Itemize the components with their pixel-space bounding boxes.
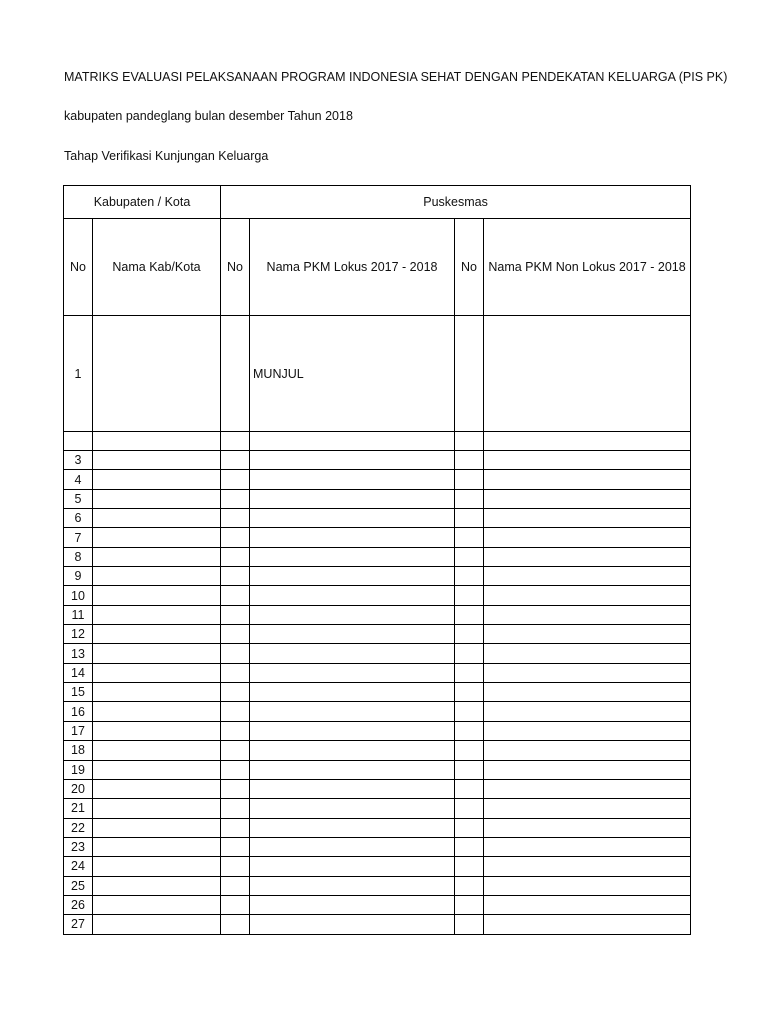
cell-no-non-lokus <box>455 432 484 451</box>
cell-no: 4 <box>64 470 93 489</box>
cell-nama-pkm-non-lokus <box>484 509 691 528</box>
cell-nama-pkm-lokus <box>250 683 455 702</box>
cell-no-non-lokus <box>455 721 484 740</box>
cell-nama-kab-kota <box>93 605 221 624</box>
table-row <box>64 721 691 740</box>
cell-nama-pkm-lokus <box>250 605 455 624</box>
cell-nama-pkm-lokus <box>250 741 455 760</box>
cell-no-non-lokus <box>455 915 484 934</box>
cell-no-non-lokus <box>455 818 484 837</box>
header-puskesmas: Puskesmas <box>221 186 691 219</box>
cell-nama-pkm-non-lokus <box>484 605 691 624</box>
cell-no: 14 <box>64 663 93 682</box>
table-row <box>64 683 691 702</box>
evaluation-matrix-table <box>63 185 691 935</box>
cell-nama-pkm-lokus: MUNJUL <box>250 316 455 432</box>
cell-no: 12 <box>64 625 93 644</box>
document-title: MATRIKS EVALUASI PELAKSANAAN PROGRAM INDONESIA SEHAT DENGAN PENDEKATAN KELUARGA (PIS PK) <box>64 70 728 84</box>
cell-nama-pkm-non-lokus <box>484 837 691 856</box>
cell-no-non-lokus <box>455 702 484 721</box>
cell-nama-kab-kota <box>93 683 221 702</box>
cell-nama-pkm-lokus <box>250 779 455 798</box>
cell-nama-pkm-lokus <box>250 799 455 818</box>
cell-no-lokus <box>221 683 250 702</box>
cell-no: 16 <box>64 702 93 721</box>
header-no: No <box>64 219 93 316</box>
table-row <box>64 818 691 837</box>
cell-no-lokus <box>221 316 250 432</box>
cell-nama-pkm-non-lokus <box>484 489 691 508</box>
cell-nama-kab-kota <box>93 432 221 451</box>
cell-no: 24 <box>64 857 93 876</box>
cell-nama-pkm-lokus <box>250 528 455 547</box>
cell-nama-pkm-lokus <box>250 721 455 740</box>
table-row <box>64 547 691 566</box>
cell-nama-kab-kota <box>93 837 221 856</box>
cell-nama-pkm-lokus <box>250 509 455 528</box>
cell-nama-pkm-non-lokus <box>484 818 691 837</box>
cell-no-lokus <box>221 818 250 837</box>
cell-no-lokus <box>221 567 250 586</box>
header-nama-pkm-non-lokus: Nama PKM Non Lokus 2017 - 2018 <box>484 219 691 316</box>
table-row <box>64 779 691 798</box>
cell-no-non-lokus <box>455 799 484 818</box>
cell-nama-pkm-lokus <box>250 625 455 644</box>
table-row <box>64 567 691 586</box>
cell-nama-kab-kota <box>93 799 221 818</box>
column-header-row <box>64 219 691 316</box>
cell-nama-kab-kota <box>93 818 221 837</box>
cell-no: 7 <box>64 528 93 547</box>
cell-nama-pkm-non-lokus <box>484 663 691 682</box>
table-row <box>64 799 691 818</box>
header-kabupaten-kota: Kabupaten / Kota <box>64 186 221 219</box>
cell-nama-pkm-non-lokus <box>484 316 691 432</box>
cell-no-lokus <box>221 663 250 682</box>
cell-no: 26 <box>64 895 93 914</box>
cell-no-non-lokus <box>455 857 484 876</box>
cell-no-non-lokus <box>455 625 484 644</box>
cell-no: 21 <box>64 799 93 818</box>
cell-no-lokus <box>221 432 250 451</box>
header-no-non-lokus: No <box>455 219 484 316</box>
cell-nama-kab-kota <box>93 721 221 740</box>
cell-nama-pkm-lokus <box>250 489 455 508</box>
table-row <box>64 702 691 721</box>
table-row <box>64 470 691 489</box>
cell-nama-kab-kota <box>93 567 221 586</box>
cell-no-non-lokus <box>455 509 484 528</box>
cell-no-lokus <box>221 625 250 644</box>
cell-nama-kab-kota <box>93 316 221 432</box>
cell-no: 5 <box>64 489 93 508</box>
cell-no-lokus <box>221 644 250 663</box>
cell-no: 23 <box>64 837 93 856</box>
cell-no: 15 <box>64 683 93 702</box>
cell-nama-pkm-lokus <box>250 451 455 470</box>
cell-no-lokus <box>221 586 250 605</box>
cell-nama-kab-kota <box>93 489 221 508</box>
cell-nama-pkm-non-lokus <box>484 702 691 721</box>
cell-nama-pkm-lokus <box>250 432 455 451</box>
cell-no-lokus <box>221 605 250 624</box>
cell-no-non-lokus <box>455 876 484 895</box>
cell-nama-pkm-lokus <box>250 470 455 489</box>
cell-nama-pkm-non-lokus <box>484 432 691 451</box>
cell-no: 17 <box>64 721 93 740</box>
cell-nama-kab-kota <box>93 779 221 798</box>
table-row <box>64 876 691 895</box>
cell-no-lokus <box>221 837 250 856</box>
cell-no: 10 <box>64 586 93 605</box>
cell-no-non-lokus <box>455 489 484 508</box>
cell-nama-pkm-non-lokus <box>484 547 691 566</box>
cell-no-lokus <box>221 470 250 489</box>
cell-no-non-lokus <box>455 741 484 760</box>
table-row <box>64 509 691 528</box>
cell-no-non-lokus <box>455 779 484 798</box>
cell-no: 19 <box>64 760 93 779</box>
cell-nama-kab-kota <box>93 528 221 547</box>
cell-no-lokus <box>221 760 250 779</box>
cell-no-lokus <box>221 857 250 876</box>
table-row <box>64 451 691 470</box>
cell-no: 25 <box>64 876 93 895</box>
cell-nama-kab-kota <box>93 895 221 914</box>
document-subtitle: kabupaten pandeglang bulan desember Tahun 2018 <box>64 109 353 123</box>
cell-no-non-lokus <box>455 567 484 586</box>
cell-nama-pkm-non-lokus <box>484 760 691 779</box>
cell-nama-pkm-non-lokus <box>484 721 691 740</box>
cell-nama-pkm-non-lokus <box>484 876 691 895</box>
cell-no: 27 <box>64 915 93 934</box>
table-row <box>64 760 691 779</box>
cell-no-non-lokus <box>455 586 484 605</box>
cell-nama-kab-kota <box>93 547 221 566</box>
cell-nama-kab-kota <box>93 857 221 876</box>
cell-nama-pkm-non-lokus <box>484 451 691 470</box>
cell-no: 20 <box>64 779 93 798</box>
cell-no-lokus <box>221 876 250 895</box>
cell-nama-kab-kota <box>93 451 221 470</box>
cell-no: 9 <box>64 567 93 586</box>
cell-no: 18 <box>64 741 93 760</box>
cell-no-lokus <box>221 547 250 566</box>
header-no-lokus: No <box>221 219 250 316</box>
cell-nama-kab-kota <box>93 702 221 721</box>
cell-no-lokus <box>221 799 250 818</box>
document-stage: Tahap Verifikasi Kunjungan Keluarga <box>64 149 269 163</box>
cell-nama-pkm-non-lokus <box>484 779 691 798</box>
cell-nama-kab-kota <box>93 625 221 644</box>
cell-nama-pkm-lokus <box>250 837 455 856</box>
cell-no-non-lokus <box>455 528 484 547</box>
cell-no-non-lokus <box>455 760 484 779</box>
table-row <box>64 586 691 605</box>
table-row <box>64 741 691 760</box>
table-row <box>64 489 691 508</box>
cell-nama-pkm-non-lokus <box>484 799 691 818</box>
cell-nama-kab-kota <box>93 663 221 682</box>
cell-no-non-lokus <box>455 663 484 682</box>
cell-nama-kab-kota <box>93 760 221 779</box>
cell-nama-pkm-lokus <box>250 915 455 934</box>
header-nama-kab-kota: Nama Kab/Kota <box>93 219 221 316</box>
table-row <box>64 857 691 876</box>
cell-nama-pkm-lokus <box>250 663 455 682</box>
table-row <box>64 837 691 856</box>
table-row <box>64 528 691 547</box>
cell-no-non-lokus <box>455 451 484 470</box>
cell-nama-pkm-non-lokus <box>484 625 691 644</box>
cell-nama-kab-kota <box>93 915 221 934</box>
table-row <box>64 605 691 624</box>
table-row <box>64 625 691 644</box>
cell-nama-pkm-non-lokus <box>484 528 691 547</box>
cell-no-non-lokus <box>455 895 484 914</box>
cell-nama-pkm-lokus <box>250 895 455 914</box>
cell-nama-pkm-non-lokus <box>484 741 691 760</box>
cell-no <box>64 432 93 451</box>
cell-no: 1 <box>64 316 93 432</box>
cell-no-non-lokus <box>455 837 484 856</box>
cell-no: 13 <box>64 644 93 663</box>
cell-nama-pkm-lokus <box>250 702 455 721</box>
table-row <box>64 644 691 663</box>
cell-nama-pkm-lokus <box>250 876 455 895</box>
cell-nama-pkm-non-lokus <box>484 683 691 702</box>
cell-no-lokus <box>221 895 250 914</box>
cell-no: 8 <box>64 547 93 566</box>
cell-nama-pkm-non-lokus <box>484 857 691 876</box>
cell-no-lokus <box>221 489 250 508</box>
cell-no-lokus <box>221 779 250 798</box>
cell-no-non-lokus <box>455 316 484 432</box>
cell-no-non-lokus <box>455 470 484 489</box>
cell-nama-pkm-lokus <box>250 547 455 566</box>
cell-no-non-lokus <box>455 644 484 663</box>
table-row-blank <box>64 432 691 451</box>
cell-nama-kab-kota <box>93 876 221 895</box>
cell-no-lokus <box>221 528 250 547</box>
cell-nama-pkm-non-lokus <box>484 470 691 489</box>
cell-no-lokus <box>221 721 250 740</box>
cell-nama-pkm-non-lokus <box>484 895 691 914</box>
header-nama-pkm-lokus: Nama PKM Lokus 2017 - 2018 <box>250 219 455 316</box>
cell-no-lokus <box>221 451 250 470</box>
cell-no-lokus <box>221 915 250 934</box>
table-row <box>64 663 691 682</box>
cell-no-non-lokus <box>455 683 484 702</box>
cell-no-lokus <box>221 741 250 760</box>
cell-no-non-lokus <box>455 547 484 566</box>
cell-nama-kab-kota <box>93 586 221 605</box>
table-row <box>64 895 691 914</box>
cell-no-lokus <box>221 702 250 721</box>
cell-no: 3 <box>64 451 93 470</box>
cell-nama-pkm-non-lokus <box>484 644 691 663</box>
cell-nama-pkm-non-lokus <box>484 915 691 934</box>
cell-nama-pkm-lokus <box>250 760 455 779</box>
group-header-row <box>64 186 691 219</box>
cell-nama-pkm-lokus <box>250 644 455 663</box>
cell-no: 11 <box>64 605 93 624</box>
cell-nama-kab-kota <box>93 644 221 663</box>
cell-nama-pkm-lokus <box>250 586 455 605</box>
cell-no: 22 <box>64 818 93 837</box>
cell-nama-pkm-lokus <box>250 818 455 837</box>
cell-no-lokus <box>221 509 250 528</box>
cell-nama-pkm-non-lokus <box>484 586 691 605</box>
cell-nama-kab-kota <box>93 470 221 489</box>
cell-no-non-lokus <box>455 605 484 624</box>
cell-no: 6 <box>64 509 93 528</box>
cell-nama-pkm-lokus <box>250 857 455 876</box>
cell-nama-pkm-non-lokus <box>484 567 691 586</box>
cell-nama-kab-kota <box>93 509 221 528</box>
table-row <box>64 915 691 934</box>
cell-nama-pkm-lokus <box>250 567 455 586</box>
cell-nama-kab-kota <box>93 741 221 760</box>
table-row-first <box>64 316 691 432</box>
